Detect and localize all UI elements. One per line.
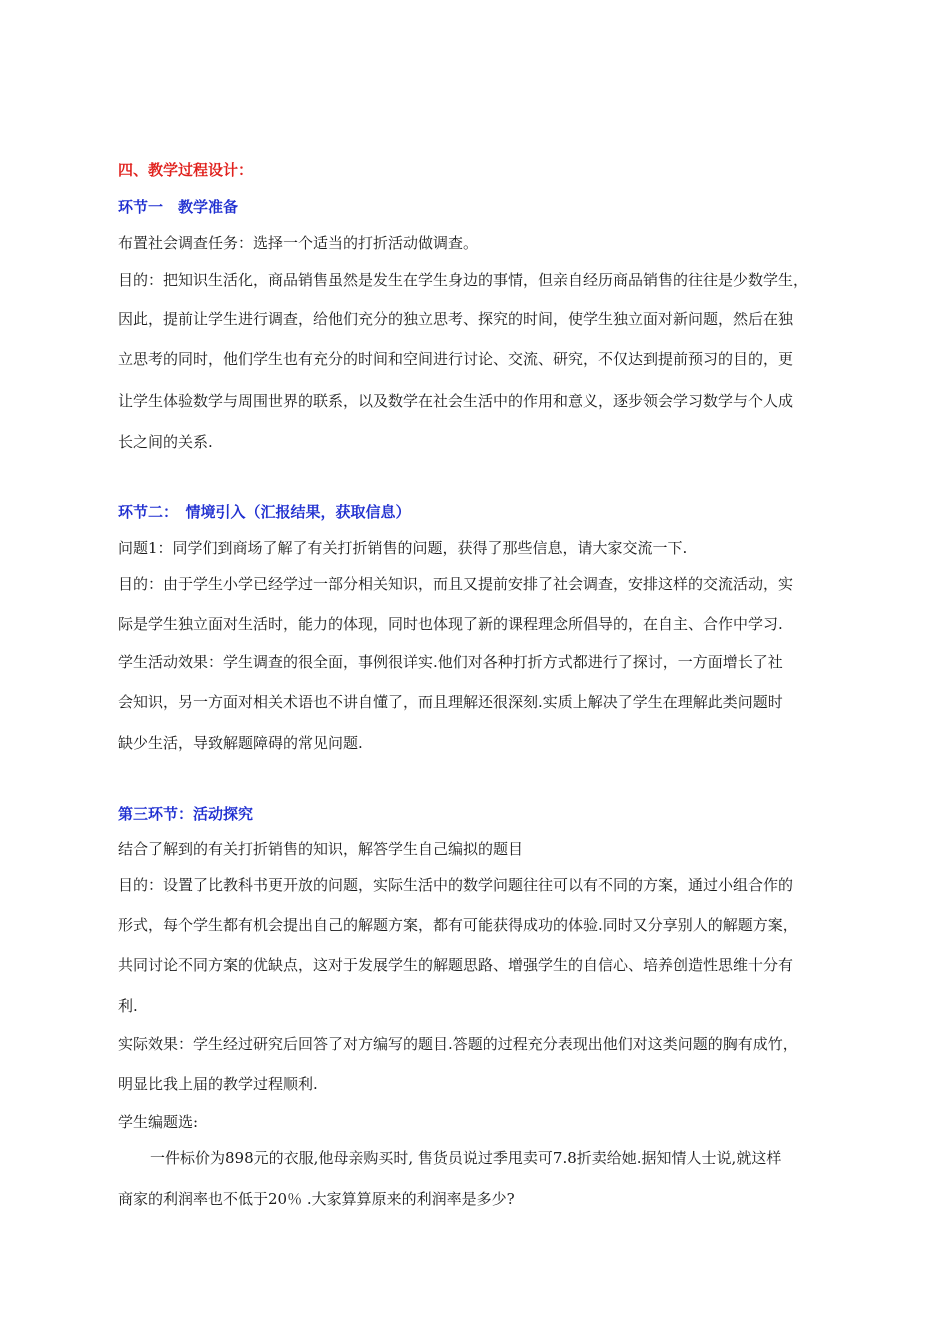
section3-line: 实际效果：学生经过研究后回答了对方编写的题目.答题的过程充分表现出他们对这类问题的胸有成竹， [118,1035,798,1053]
section-heading: 四、教学过程设计： [118,161,254,179]
section3-line: 目的：设置了比教科书更开放的问题，实际生活中的数学问题往往可以有不同的方案，通过小组合作的 [118,876,794,894]
section1-line: 立思考的同时，他们学生也有充分的时间和空间进行讨论、交流、研究，不仅达到提前预习的目的，更 [118,350,794,368]
problem-line: 一件标价为898元的衣服,他母亲购买时, 售货员说过季甩卖可7.8折卖给她.据知情人士说,就这样 [150,1149,782,1167]
section2-title: 环节二： 情境引入（汇报结果，获取信息） [118,503,411,521]
section1-line: 目的：把知识生活化，商品销售虽然是发生在学生身边的事情，但亲自经历商品销售的往往是少数学生， [118,271,809,289]
section3-line: 结合了解到的有关打折销售的知识，解答学生自己编拟的题目 [118,840,524,858]
section3-line: 利. [118,997,138,1015]
section2-line: 会知识，另一方面对相关术语也不讲自懂了，而且理解还很深刻.实质上解决了学生在理解此类问题时 [118,693,783,711]
section1-line: 让学生体验数学与周围世界的联系，以及数学在社会生活中的作用和意义，逐步领会学习数学与个人成 [118,392,794,410]
section2-line: 问题1：同学们到商场了解了有关打折销售的问题，获得了那些信息，请大家交流一下. [118,539,688,557]
section2-line: 际是学生独立面对生活时，能力的体现，同时也体现了新的课程理念所倡导的，在自主、合作中学习. [118,615,783,633]
section3-line: 共同讨论不同方案的优缺点，这对于发展学生的解题思路、增强学生的自信心、培养创造性思维十分有 [118,956,794,974]
section1-title: 环节一 教学准备 [118,198,239,216]
section3-line: 形式，每个学生都有机会提出自己的解题方案，都有可能获得成功的体验.同时又分享别人的解题方案， [118,916,798,934]
section2-line: 目的：由于学生小学已经学过一部分相关知识，而且又提前安排了社会调查，安排这样的交流活动，实 [118,575,794,593]
section1-line: 因此，提前让学生进行调查，给他们充分的独立思考、探究的时间，使学生独立面对新问题，然后在独 [118,310,794,328]
section3-line: 学生编题选: [118,1113,199,1131]
section1-line: 布置社会调查任务：选择一个适当的打折活动做调查。 [118,234,479,252]
section3-title: 第三环节：活动探究 [118,805,254,823]
section3-line: 明显比我上届的教学过程顺利. [118,1075,318,1093]
section1-line: 长之间的关系. [118,433,213,451]
section2-line: 缺少生活，导致解题障碍的常见问题. [118,734,363,752]
problem-line: 商家的利润率也不低于20％ .大家算算原来的利润率是多少? [118,1190,515,1208]
section2-line: 学生活动效果：学生调查的很全面，事例很详实.他们对各种打折方式都进行了探讨，一方面增长了社 [118,653,783,671]
